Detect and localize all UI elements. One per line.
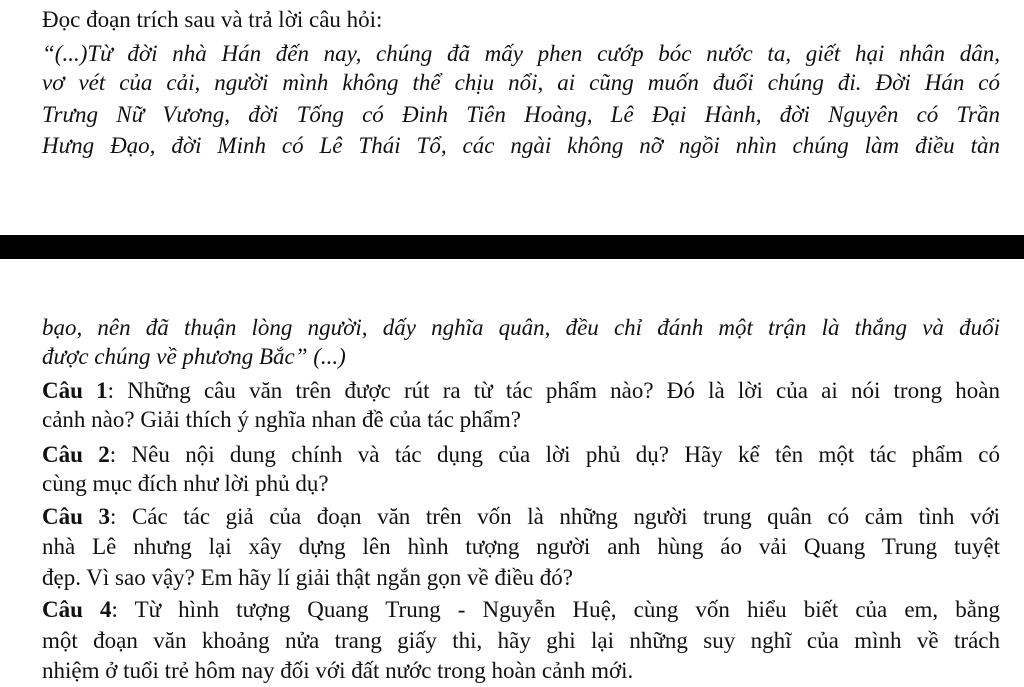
instruction-line: Đọc đoạn trích sau và trả lời câu hỏi: xyxy=(42,7,383,32)
question-1-text-1: : Những câu văn trên được rút ra từ tác phẩm nào? Đó là lời của ai nói trong hoàn xyxy=(107,378,1000,403)
question-2-line-2: cùng mục đích như lời phủ dụ? xyxy=(42,471,329,496)
question-4-text-1: : Từ hình tượng Quang Trung - Nguyễn Huệ, cùng vốn hiểu biết của em, bằng xyxy=(111,597,1000,622)
question-3-text-1: : Các tác giả của đoạn văn trên vốn là những người trung quân có cảm tình với xyxy=(109,504,1000,529)
question-1-line-2: cảnh nào? Giải thích ý nghĩa nhan đề của tác phẩm? xyxy=(42,407,521,432)
question-4-label: Câu 4 xyxy=(42,597,112,622)
excerpt-line-1: “(...)Từ đời nhà Hán đến nay, chúng đã mấy phen cướp bóc nước ta, giết hại nhân dân, xyxy=(42,41,1000,66)
excerpt-line-5: bạo, nên đã thuận lòng người, dấy nghĩa quân, đều chỉ đánh một trận là thắng và đuổi xyxy=(42,315,1000,340)
excerpt-line-2: vơ vét của cải, người mình không thể chịu nổi, ai cũng muốn đuổi chúng đi. Đời Hán có xyxy=(42,70,1000,95)
question-4-line-1 xyxy=(42,596,1000,624)
question-1-line-1 xyxy=(42,377,1000,405)
excerpt-line-4: Hưng Đạo, đời Minh có Lê Thái Tổ, các ngài không nỡ ngồi nhìn chúng làm điều tàn xyxy=(42,133,1000,158)
cropped-top-text xyxy=(40,0,150,3)
question-2-text-1: : Nêu nội dung chính và tác dụng của lời phủ dụ? Hãy kể tên một tác phẩm có xyxy=(109,442,1000,467)
question-3-line-3: đẹp. Vì sao vậy? Em hãy lí giải thật ngắn gọn về điều đó? xyxy=(42,565,573,590)
question-3-line-2: nhà Lê nhưng lại xây dựng lên hình tượng người anh hùng áo vải Quang Trung tuyệt xyxy=(42,534,1000,559)
excerpt-line-3: Trưng Nữ Vương, đời Tống có Đinh Tiên Hoàng, Lê Đại Hành, đời Nguyên có Trần xyxy=(42,102,1000,127)
excerpt-line-6: được chúng về phương Bắc” (...) xyxy=(42,344,346,369)
question-4-line-3: nhiệm ở tuổi trẻ hôm nay đối với đất nước trong hoàn cảnh mới. xyxy=(42,658,634,683)
black-separator-band xyxy=(0,235,1024,259)
question-3-line-1 xyxy=(42,503,1000,531)
question-3-label: Câu 3 xyxy=(42,504,110,529)
question-2-line-1 xyxy=(42,441,1000,469)
question-1-label: Câu 1 xyxy=(42,378,108,403)
question-4-line-2: một đoạn văn khoảng nửa trang giấy thi, hãy ghi lại những suy nghĩ của mình về trách xyxy=(42,628,1000,653)
question-2-label: Câu 2 xyxy=(42,442,110,467)
